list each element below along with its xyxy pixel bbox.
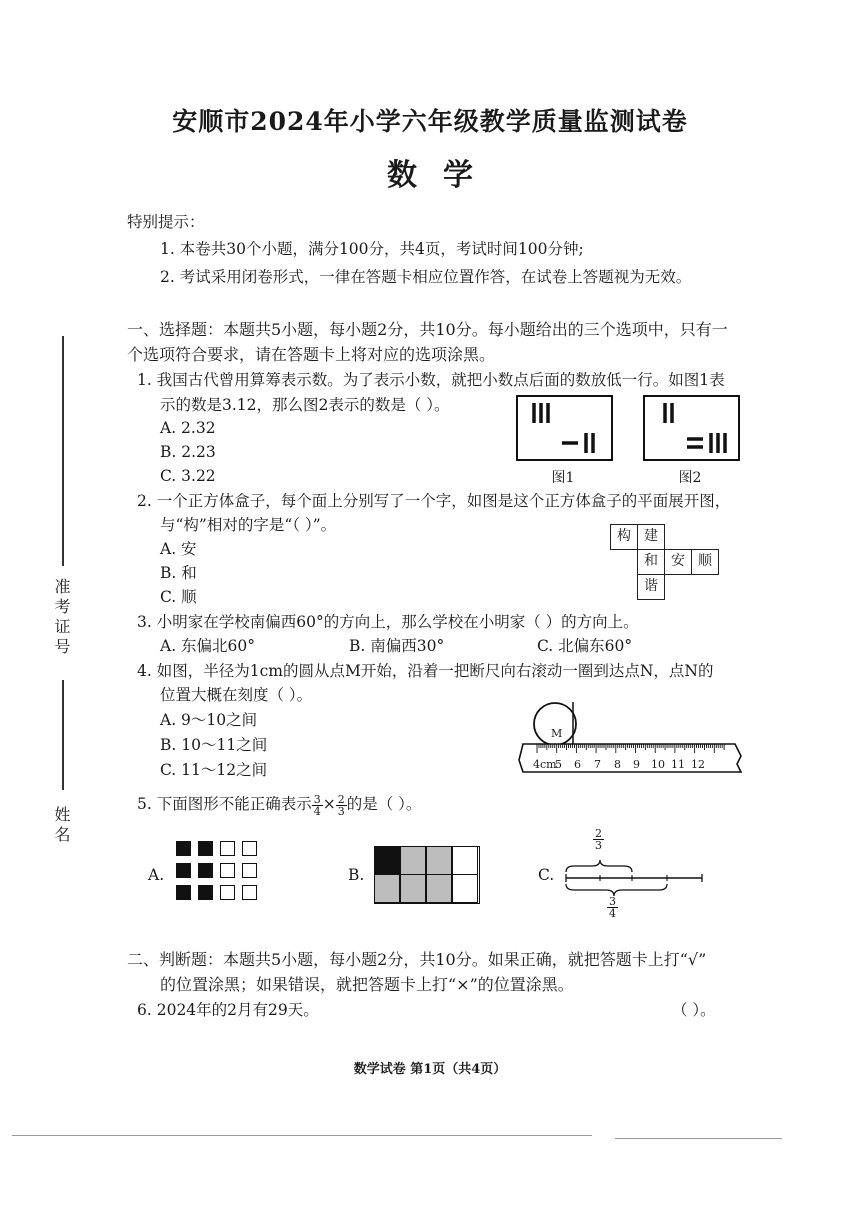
ruler-label-6: 6 bbox=[574, 758, 581, 771]
figure-2-caption: 图2 bbox=[678, 470, 702, 486]
ruler-figure bbox=[515, 698, 743, 778]
segment-figure-c bbox=[562, 826, 710, 922]
net-cell-an: 安 bbox=[664, 549, 692, 575]
ruler-label-8: 8 bbox=[614, 758, 621, 771]
name-line bbox=[62, 680, 64, 790]
q3-line1: 3. 小明家在学校南偏西60°的方向上，那么学校在小明家（ ）的方向上。 bbox=[137, 613, 639, 631]
name-label: 姓名 bbox=[52, 806, 71, 846]
scan-line-right bbox=[615, 1138, 782, 1139]
q2-option-a: A. 安 bbox=[160, 540, 197, 558]
rect-figure-b bbox=[374, 846, 480, 904]
q5-line1 bbox=[137, 790, 421, 818]
q1-line1: 1. 我国古代曾用算筹表示数。为了表示小数，就把小数点后面的数放低一行。如图1表 bbox=[137, 371, 725, 389]
figure-1-caption: 图1 bbox=[551, 470, 575, 486]
net-cell-he: 和 bbox=[637, 549, 665, 575]
q4-option-b: B. 10～11之间 bbox=[160, 736, 268, 754]
grid-figure-a bbox=[176, 841, 266, 907]
c-bottom-fraction: $\frac{3}{4}$ bbox=[609, 895, 616, 920]
q5-suffix: 的是（ ）。 bbox=[346, 795, 422, 813]
q4-option-a: A. 9～10之间 bbox=[160, 711, 258, 729]
q6-paren: （ ）。 bbox=[672, 1001, 716, 1019]
section2-line2: 的位置涂黑；如果错误，就把答题卡上打“×”的位置涂黑。 bbox=[160, 975, 574, 994]
notice-item-2: 2. 考试采用闭卷形式，一律在答题卡相应位置作答，在试卷上答题视为无效。 bbox=[160, 268, 692, 286]
q5-option-a: A. bbox=[148, 866, 165, 884]
net-cell-gou: 构 bbox=[610, 524, 638, 550]
notice-label: 特别提示： bbox=[127, 213, 205, 231]
net-cell-xie: 谐 bbox=[637, 574, 665, 600]
q1-option-c: C. 3.22 bbox=[160, 467, 216, 485]
section1-line2: 个选项符合要求，请在答题卡上将对应的选项涂黑。 bbox=[127, 345, 496, 364]
figure-1-counting-rods bbox=[516, 395, 613, 461]
q3-option-c: C. 北偏东60° bbox=[537, 637, 633, 655]
q3-option-b: B. 南偏西30° bbox=[349, 637, 445, 655]
q1-option-a: A. 2.32 bbox=[160, 419, 216, 437]
q4-line1: 4. 如图，半径为1cm的圆从点M开始，沿着一把断尺向右滚动一圈到达点N，点N的 bbox=[137, 662, 714, 680]
ruler-label-7: 7 bbox=[594, 758, 601, 771]
ruler-label-5: 5 bbox=[555, 758, 562, 771]
q2-option-c: C. 顺 bbox=[160, 588, 197, 606]
q6-text: 6. 2024年的2月有29天。 bbox=[137, 1001, 319, 1019]
ruler-label-9: 9 bbox=[633, 758, 640, 771]
ruler-label-4cm: 4cm bbox=[533, 758, 557, 771]
ruler-label-12: 12 bbox=[691, 758, 705, 771]
q3-option-a: A. 东偏北60° bbox=[160, 637, 256, 655]
q1-line2: 示的数是3.12，那么图2表示的数是（ ）。 bbox=[160, 396, 450, 414]
net-cell-shun: 顺 bbox=[691, 549, 719, 575]
c-top-fraction: $\frac{2}{3}$ bbox=[595, 827, 602, 852]
times-sign: × bbox=[322, 795, 336, 813]
cube-net bbox=[610, 524, 720, 602]
section1-line1: 一、选择题：本题共5小题，每小题2分，共10分。每小题给出的三个选项中，只有一 bbox=[127, 320, 728, 339]
q5-option-c: C. bbox=[538, 866, 555, 884]
page-footer: 数学试卷 第1页（共4页） bbox=[353, 1062, 507, 1077]
q5-option-b: B. bbox=[348, 866, 365, 884]
subject-title: 数学 bbox=[387, 158, 499, 193]
exam-no-line bbox=[62, 336, 64, 566]
fraction-3-4: $\frac{3}{4}$ bbox=[313, 792, 321, 818]
ruler-label-10: 10 bbox=[651, 758, 665, 771]
section2-line1: 二、判断题：本题共5小题，每小题2分，共10分。如果正确，就把答题卡上打“√” bbox=[127, 950, 707, 969]
exam-title: 安顺市2024年小学六年级教学质量监测试卷 bbox=[172, 107, 688, 136]
fraction-2-3: $\frac{2}{3}$ bbox=[337, 792, 345, 818]
q2-option-b: B. 和 bbox=[160, 564, 197, 582]
scan-line-left bbox=[12, 1135, 592, 1136]
notice-item-1: 1. 本卷共30个小题，满分100分，共4页，考试时间100分钟; bbox=[160, 240, 584, 258]
figure-2-counting-rods bbox=[643, 395, 740, 461]
point-m-label: M bbox=[551, 727, 563, 740]
q4-line2: 位置大概在刻度（ ）。 bbox=[160, 686, 313, 704]
q2-line1: 2. 一个正方体盒子，每个面上分别写了一个字，如图是这个正方体盒子的平面展开图， bbox=[137, 492, 731, 510]
q5-prefix: 5. 下面图形不能正确表示 bbox=[137, 795, 312, 813]
exam-no-label: 准考证号 bbox=[52, 578, 71, 658]
q1-option-b: B. 2.23 bbox=[160, 443, 216, 461]
net-cell-jian: 建 bbox=[637, 524, 665, 550]
q4-option-c: C. 11～12之间 bbox=[160, 761, 268, 779]
q2-line2: 与“构”相对的字是“（ ）”。 bbox=[160, 516, 337, 534]
ruler-label-11: 11 bbox=[671, 758, 685, 771]
